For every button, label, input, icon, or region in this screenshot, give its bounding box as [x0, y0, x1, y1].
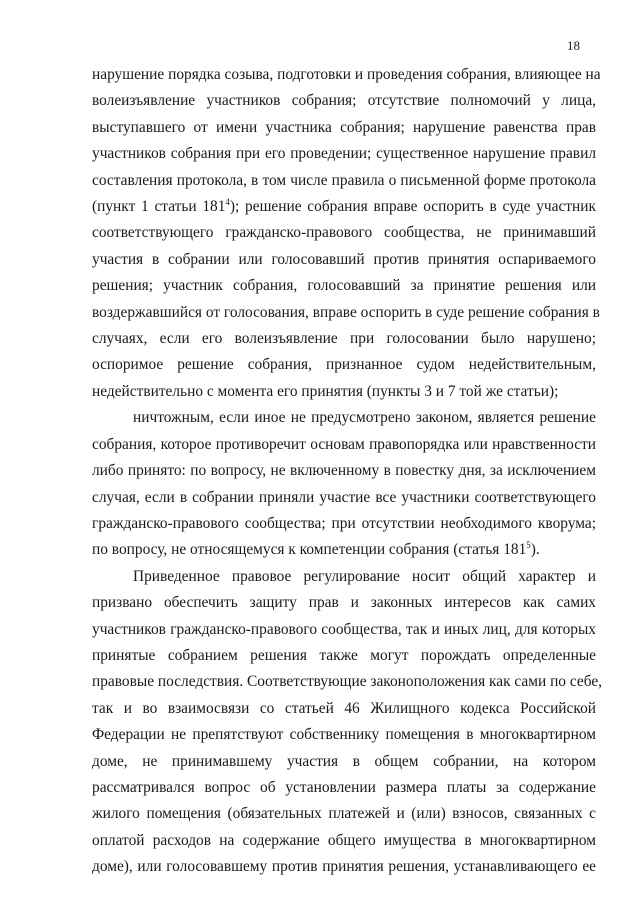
document-body [92, 62, 603, 881]
text-line: оплатой расходов на содержание общего имущества в многоквартирном [92, 831, 596, 849]
text-line: выступавшего от имени участника собрания; нарушение равенства прав [92, 118, 596, 136]
text-line: недействительно с момента его принятия (пункты 3 и 7 той же статьи); [92, 382, 559, 400]
paragraph [92, 405, 596, 563]
text-line: гражданско-правового сообщества; при отсутствии необходимого кворума; [92, 514, 596, 532]
text-line: оспоримое решение собрания, признанное судом недействительным, [92, 356, 596, 374]
text-line: случаях, если его волеизъявление при голосовании было нарушено; [92, 330, 596, 348]
text-line: так и во взаимосвязи со статьей 46 Жилищного кодекса Российской [92, 699, 596, 717]
text-line: волеизъявление участников собрания; отсутствие полномочий у лица, [92, 92, 596, 110]
text-line: рассматривался вопрос об установлении размера платы за содержание [92, 778, 596, 796]
text-line: воздержавшийся от голосования, вправе оспорить в суде решение собрания в [92, 303, 600, 321]
text-line: Приведенное правовое регулирование носит общий характер и [133, 567, 596, 585]
text-line-continuation: ); решение собрания вправе оспорить в суде участник [229, 198, 596, 216]
text-line: участников гражданско-правового сообщества, так и иных лиц, для которых [92, 620, 596, 638]
text-line: соответствующего гражданско-правового сообщества, не принимавший [92, 224, 596, 242]
text-line: доме, не принимавшему участия в общем собрании, на котором [92, 752, 596, 770]
text-line: правовые последствия. Соответствующие законоположения как сами по себе, [92, 673, 603, 691]
text-line-continuation: ). [530, 541, 540, 559]
text-line: жилого помещения (обязательных платежей и (или) взносов, связанных с [92, 805, 596, 823]
paragraph [92, 62, 601, 405]
text-line: участников собрания при его проведении; существенное нарушение правил [92, 145, 596, 163]
article-superscript: 4 [225, 196, 230, 207]
paragraph [92, 564, 603, 881]
text-line: принятые собранием решения также могут порождать определенные [92, 646, 596, 664]
text-line: призвано обеспечить защиту прав и законных интересов как самих [92, 594, 596, 612]
text-line: либо принято: по вопросу, не включенному в повестку дня, за исключением [92, 462, 596, 480]
text-line: собрания, которое противоречит основам правопорядка или нравственности [92, 435, 596, 453]
page-number: 18 [567, 38, 580, 53]
text-line: случая, если в собрании приняли участие все участники соответствующего [92, 488, 596, 506]
text-line: составления протокола, в том числе правила о письменной форме протокола [92, 171, 596, 189]
text-line: по вопросу, не относящемуся к компетенции собрания (статья $181^5$). [92, 540, 540, 559]
text-line: (пункт 1 статьи $181^4$); решение собрания вправе оспорить в суде участник [92, 196, 596, 216]
text-line: решения; участник собрания, голосовавший за принятие решения или [92, 277, 596, 295]
text-line: Федерации не препятствуют собственнику помещения в многоквартирном [92, 726, 596, 744]
text-line: нарушение порядка созыва, подготовки и проведения собрания, влияющее на [92, 66, 601, 83]
text-line: ничтожным, если иное не предусмотрено законом, является решение [133, 409, 596, 427]
text-line: участия в собрании или голосовавший против принятия оспариваемого [92, 250, 596, 268]
article-superscript: 5 [526, 540, 531, 551]
text-line: доме), или голосовавшему против принятия решения, устанавливающего ее [92, 858, 596, 876]
